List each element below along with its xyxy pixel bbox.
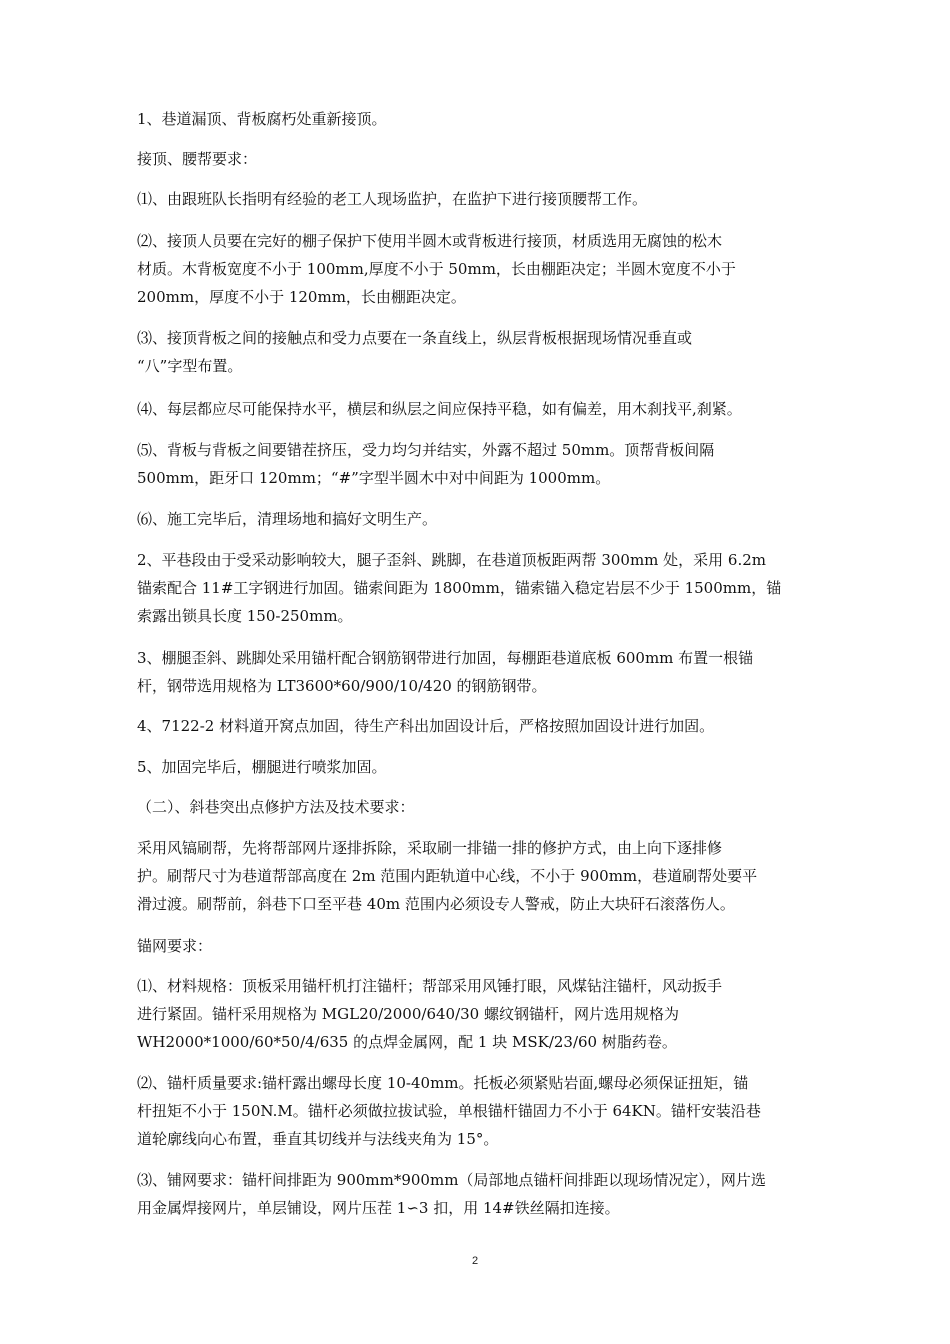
text-line: ⑶、接顶背板之间的接触点和受力点要在一条直线上，纵层背板根据现场情况垂直或	[137, 329, 693, 347]
text-line: 杆，钢带选用规格为 LT3600*60/900/10/420 的钢筋钢带。	[137, 677, 547, 695]
text-line: 索露出锁具长度 150-250mm。	[137, 607, 353, 625]
text-line: 道轮廓线向心布置，垂直其切线并与法线夹角为 15°。	[137, 1130, 499, 1148]
paragraph-5	[137, 753, 827, 781]
paragraph-heading-anchor-net	[137, 932, 827, 960]
text-line: 4、7122-2 材料道开窝点加固，待生产科出加固设计后，严格按照加固设计进行加固。	[137, 717, 715, 735]
paragraph-heading-requirements	[137, 145, 827, 173]
text-line: ⑴、材料规格：顶板采用锚杆机打注锚杆；帮部采用风锤打眼，风煤钻注锚杆，风动扳手	[137, 977, 723, 995]
paragraph-2	[137, 546, 827, 630]
text-line: 接顶、腰帮要求：	[137, 150, 258, 168]
paragraph-item-3	[137, 324, 827, 380]
text-line: WH2000*1000/60*50/4/635 的点焊金属网，配 1 块 MSK/23/60 树脂药卷。	[137, 1033, 677, 1051]
paragraph-item-6	[137, 505, 827, 533]
paragraph-1	[137, 105, 827, 133]
text-line: 滑过渡。刷帮前，斜巷下口至平巷 40m 范围内必须设专人警戒，防止大块矸石滚落伤人。	[137, 895, 735, 913]
text-line: 采用风镐刷帮，先将帮部网片逐排拆除，采取刷一排锚一排的修护方式，由上向下逐排修	[137, 839, 723, 857]
text-line: 3、棚腿歪斜、跳脚处采用锚杆配合钢筋钢带进行加固，每棚距巷道底板 600mm 布置一根锚	[137, 649, 754, 667]
paragraph-anchor-item-1	[137, 972, 827, 1056]
text-line: 锚网要求：	[137, 937, 213, 955]
text-line: 200mm，厚度不小于 120mm，长由棚距决定。	[137, 288, 466, 306]
text-line: 用金属焊接网片，单层铺设，网片压茬 1∽3 扣，用 14#铁丝隔扣连接。	[137, 1199, 620, 1217]
section-heading-2	[137, 793, 827, 821]
text-line: ⑵、接顶人员要在完好的棚子保护下使用半圆木或背板进行接顶，材质选用无腐蚀的松木	[137, 232, 723, 250]
paragraph-method	[137, 834, 827, 918]
text-line: 护。刷帮尺寸为巷道帮部高度在 2m 范围内距轨道中心线，不小于 900mm，巷道刷帮处要平	[137, 867, 758, 885]
text-line: 5、加固完毕后，棚腿进行喷浆加固。	[137, 758, 387, 776]
text-line: 进行紧固。锚杆采用规格为 MGL20/2000/640/30 螺纹钢锚杆，网片选用规格为	[137, 1005, 679, 1023]
text-line: ⑴、由跟班队长指明有经验的老工人现场监护，在监护下进行接顶腰帮工作。	[137, 190, 648, 208]
text-line: （二）、斜巷突出点修护方法及技术要求：	[137, 798, 415, 816]
text-line: 2、平巷段由于受采动影响较大，腿子歪斜、跳脚，在巷道顶板距两帮 300mm 处，采用 6.2m	[137, 551, 767, 569]
paragraph-item-4	[137, 395, 827, 423]
text-line: ⑸、背板与背板之间要错茬挤压，受力均匀并结实，外露不超过 50mm。顶帮背板间隔	[137, 441, 715, 459]
text-line: 锚索配合 11#工字钢进行加固。锚索间距为 1800mm，锚索锚入稳定岩层不少于 1500mm，锚	[137, 579, 782, 597]
paragraph-item-1	[137, 185, 827, 213]
text-line: “八”字型布置。	[137, 357, 243, 375]
paragraph-4	[137, 712, 827, 740]
paragraph-anchor-item-2	[137, 1069, 827, 1153]
paragraph-3	[137, 644, 827, 700]
text-line: 1、巷道漏顶、背板腐朽处重新接顶。	[137, 110, 387, 128]
text-line: 杆扭矩不小于 150N.M。锚杆必须做拉拔试验，单根锚杆锚固力不小于 64KN。锚杆安装沿巷	[137, 1102, 761, 1120]
text-line: 材质。木背板宽度不小于 100mm,厚度不小于 50mm，长由棚距决定；半圆木宽度不小于	[137, 260, 736, 278]
text-line: 500mm，距牙口 120mm；“#”字型半圆木中对中间距为 1000mm。	[137, 469, 611, 487]
paragraph-anchor-item-3	[137, 1166, 827, 1222]
paragraph-item-5	[137, 436, 827, 492]
text-line: ⑶、铺网要求：锚杆间排距为 900mm*900mm（局部地点锚杆间排距以现场情况定），网片选	[137, 1171, 766, 1189]
page-number: 2	[471, 1255, 479, 1267]
paragraph-item-2	[137, 227, 827, 311]
text-line: ⑵、锚杆质量要求:锚杆露出螺母长度 10-40mm。托板必须紧贴岩面,螺母必须保证扭矩，锚	[137, 1074, 749, 1092]
text-line: ⑷、每层都应尽可能保持水平，横层和纵层之间应保持平稳，如有偏差，用木刹找平,刹紧。	[137, 400, 742, 418]
text-line: ⑹、施工完毕后，清理场地和搞好文明生产。	[137, 510, 438, 528]
